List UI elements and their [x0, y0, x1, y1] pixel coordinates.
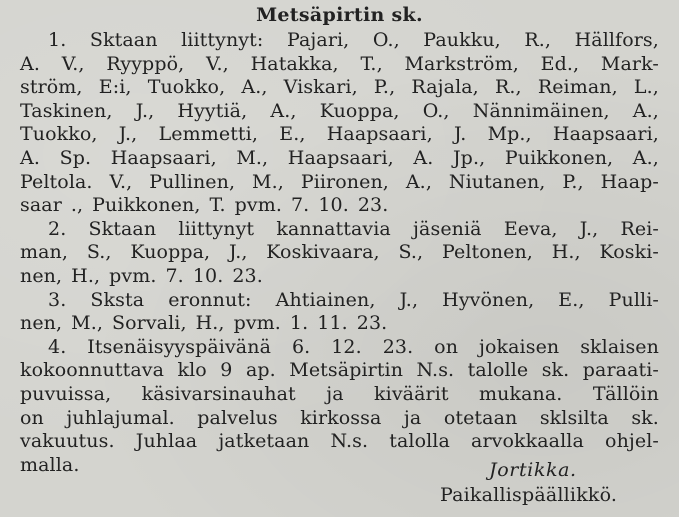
text-line: Peltola. V., Pullinen, M., Piironen, A., Niutanen, P., Haap- — [20, 170, 659, 193]
text-line: saar ., Puikkonen, T. pvm. 7. 10. 23. — [20, 194, 389, 217]
text-line: A. V., Ryyppö, V., Hatakka, T., Markström, Ed., Mark- — [20, 52, 659, 75]
text-line: puvuissa, käsivarsinauhat ja kiväärit mukana. Tällöin — [20, 382, 659, 405]
text-line: on juhlajumal. palvelus kirkossa ja otetaan sklsilta sk. — [20, 406, 659, 429]
text-line: Tuokko, J., Lemmetti, E., Haapsaari, J. Mp., Haapsaari, — [20, 123, 659, 146]
signature-name: Jortikka. — [489, 459, 577, 481]
text-line: nen, H., pvm. 7. 10. 23. — [20, 264, 263, 287]
text-line: 4. Itsenäisyyspäivänä 6. 12. 23. on jokaisen sklaisen — [48, 335, 659, 358]
text-line: Taskinen, J., Hyytiä, A., Kuoppa, O., Nännimäinen, A., — [20, 99, 659, 122]
text-line: man, S., Kuoppa, J., Koskivaara, S., Peltonen, H., Koski- — [20, 241, 659, 264]
text-line: 2. Sktaan liittynyt kannattavia jäseniä Eeva, J., Rei- — [48, 217, 659, 240]
text-line: vakuutus. Juhlaa jatketaan N.s. talolla arvokkaalla ohjel- — [20, 430, 659, 453]
text-line: 3. Sksta eronnut: Ahtiainen, J., Hyvönen, E., Pulli- — [48, 288, 659, 311]
text-line: A. Sp. Haapsaari, M., Haapsaari, A. Jp., Puikkonen, A., — [20, 146, 659, 169]
signature-title: Paikallispäällikkö. — [440, 484, 618, 506]
document-heading: Metsäpirtin sk. — [256, 4, 423, 26]
text-line: nen, M., Sorvali, H., pvm. 1. 11. 23. — [20, 312, 388, 335]
text-line: 1. Sktaan liittynyt: Pajari, O., Paukku, R., Hällfors, — [48, 29, 659, 51]
text-line: kokoonnuttava klo 9 ap. Metsäpirtin N.s. talolle sk. paraati- — [20, 359, 659, 382]
text-line: malla. — [20, 453, 80, 476]
text-line: ström, E:i, Tuokko, A., Viskari, P., Rajala, R., Reiman, L., — [20, 76, 659, 99]
document-body — [20, 29, 659, 477]
